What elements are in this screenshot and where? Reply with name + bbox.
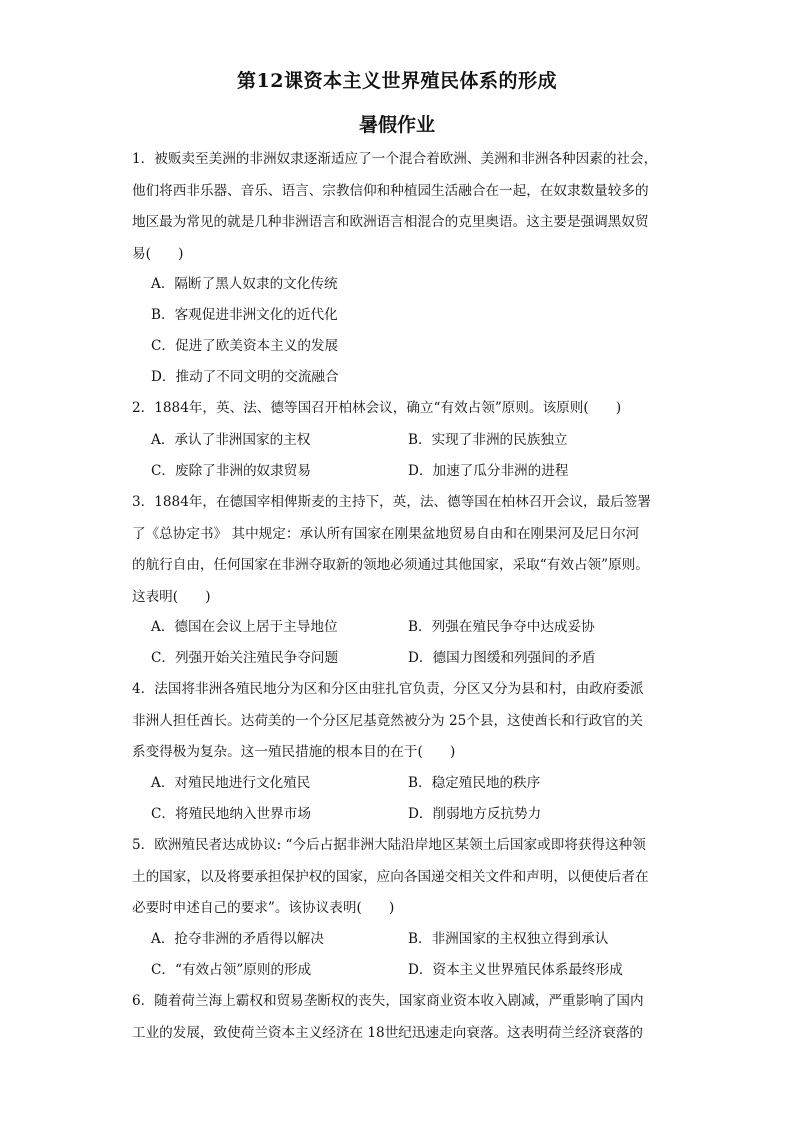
question-1 (132, 144, 672, 270)
question-line: 1．被贩卖至美洲的非洲奴隶逐渐适应了一个混合着欧洲、美洲和非洲各种因素的社会， (132, 151, 658, 167)
question-5-option-a: A．抢夺非洲的矛盾得以解决 (151, 931, 324, 947)
question-3-option-c: C．列强开始关注殖民争夺问题 (151, 650, 339, 666)
question-line: 5．欧洲殖民者达成协议: “今后占据非洲大陆沿岸地区某领土后国家或即将获得这种领 (132, 837, 646, 853)
question-3-option-b: B．列强在殖民争夺中达成妥协 (408, 619, 595, 635)
question-line: 工业的发展，致使荷兰资本主义经济在 18世纪迅速走向衰落。这表明荷兰经济衰落的 (132, 1024, 643, 1041)
question-line: 3．1884年，在德国宰相俾斯麦的主持下，英，法、德等国在柏林召开会议，最后签署 (132, 494, 652, 510)
question-line: 易( ) (132, 245, 184, 262)
question-5-option-c: C．“有效占领”原则的形成 (151, 962, 312, 978)
question-2-option-d: D．加速了瓜分非洲的进程 (408, 463, 569, 479)
question-1-option-d: D．推动了不同文明的交流融合 (151, 369, 339, 385)
question-6 (132, 986, 672, 1049)
question-line: 土的国家，以及将要承担保护权的国家，应向各国递交相关文件和声明，以便使后者在 (132, 868, 649, 885)
question-line: 4．法国将非洲各殖民地分为区和分区由驻扎官负责，分区又分为县和村，由政府委派 (132, 681, 644, 697)
question-2 (132, 393, 672, 425)
question-1-option-b: B．客观促进非洲文化的近代化 (151, 307, 338, 323)
question-line: 非洲人担任酋长。达荷美的一个分区尼基竟然被分为 25个县，这使酋长和行政官的关 (132, 712, 643, 729)
question-line: 了《总协定书》 其中规定：承认所有国家在刚果盆地贸易自由和在刚果河及尼日尔河 (132, 525, 640, 542)
question-2-option-a: A．承认了非洲国家的主权 (151, 432, 311, 448)
question-line: 的航行自由，任何国家在非洲夺取新的领地必须通过其他国家，采取“有效占领”原则。 (132, 557, 649, 573)
question-5 (132, 830, 672, 925)
question-2-option-c: C．废除了非洲的奴隶贸易 (151, 463, 311, 479)
question-4 (132, 674, 672, 769)
question-line: 系变得极为复杂。这一殖民措施的根本目的在于( ) (132, 744, 456, 760)
question-5-option-b: B．非洲国家的主权独立得到承认 (408, 931, 609, 947)
question-3-option-a: A．德国在会议上居于主导地位 (151, 619, 338, 635)
question-line: 2．1884年，英、法、德等国召开柏林会议，确立“有效占领”原则。该原则( ) (132, 400, 622, 416)
question-2-option-b: B．实现了非洲的民族独立 (408, 432, 568, 448)
question-4-option-a: A．对殖民地进行文化殖民 (151, 775, 311, 791)
question-4-option-d: D．削弱地方反抗势力 (408, 806, 542, 822)
question-line: 他们将西非乐器、音乐、语言、宗教信仰和种植园生活融合在一起，在奴隶数量较多的 (132, 182, 649, 199)
page-title: 第12课资本主义世界殖民体系的形成 (237, 70, 557, 92)
page-subtitle: 暑假作业 (358, 114, 435, 136)
question-3 (132, 487, 672, 613)
question-line: 这表明( ) (132, 588, 211, 605)
question-line: 地区最为常见的就是几种非洲语言和欧洲语言相混合的克里奥语。这主要是强调黑奴贸 (132, 214, 649, 230)
question-1-option-c: C．促进了欧美资本主义的发展 (151, 338, 339, 354)
question-4-option-b: B．稳定殖民地的秩序 (408, 775, 541, 791)
question-3-option-d: D．德国力图缓和列强间的矛盾 (408, 650, 596, 666)
question-line: 必要时申述自己的要求”。该协议表明( ) (132, 900, 395, 916)
question-5-option-d: D．资本主义世界殖民体系最终形成 (408, 962, 623, 978)
question-1-option-a: A．隔断了黑人奴隶的文化传统 (151, 276, 338, 292)
question-4-option-c: C．将殖民地纳入世界市场 (151, 806, 311, 822)
question-line: 6．随着荷兰海上霸权和贸易垄断权的丧失，国家商业资本收入剧减，严重影响了国内 (132, 993, 644, 1009)
